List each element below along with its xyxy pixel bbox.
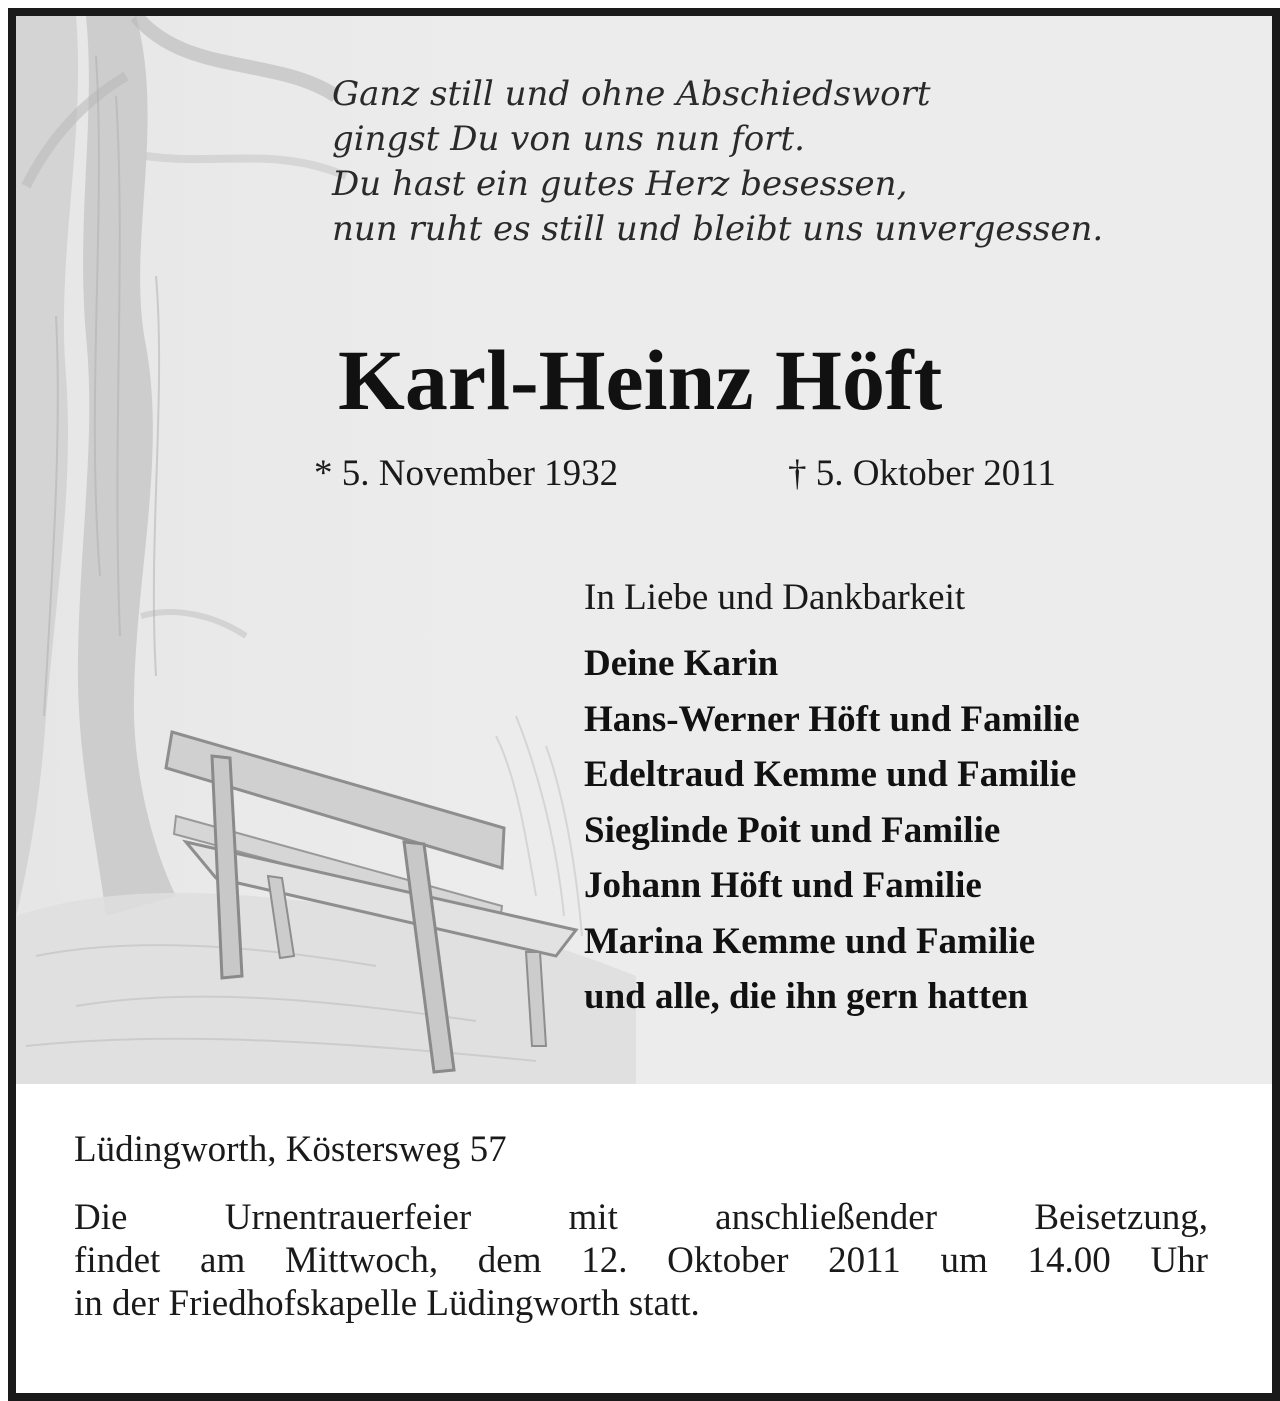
service-line: in der Friedhofskapelle Lüdingworth statt.: [74, 1283, 700, 1324]
obituary-upper-section: [16, 16, 1272, 1084]
mourner-name: und alle, die ihn gern hatten: [584, 976, 1029, 1017]
mourner-name: Deine Karin: [584, 643, 779, 684]
obituary-frame: [8, 8, 1280, 1401]
funeral-service-info: [74, 1196, 1208, 1325]
poem-line: Du hast ein gutes Herz besessen,: [332, 164, 908, 204]
poem-line: Ganz still und ohne Abschiedswort: [332, 74, 931, 114]
mourners-intro: In Liebe und Dankbarkeit: [584, 577, 966, 618]
birth-date: * 5. November 1932: [314, 453, 619, 494]
memorial-poem: [332, 72, 1252, 252]
mourner-name: Johann Höft und Familie: [584, 865, 982, 906]
family-address: Lüdingworth, Köstersweg 57: [74, 1129, 507, 1170]
deceased-name: Karl-Heinz Höft: [338, 332, 943, 428]
death-date: † 5. Oktober 2011: [788, 453, 1056, 494]
mourner-name: Marina Kemme und Familie: [584, 920, 1036, 962]
poem-line: nun ruht es still und bleibt uns unvergessen.: [332, 209, 1104, 249]
obituary-lower-section: [16, 1084, 1272, 1393]
service-line: Die Urnentrauerfeier mit anschließender Beisetzung,: [74, 1197, 1208, 1238]
mourner-name: Hans-Werner Höft und Familie: [584, 698, 1080, 740]
service-line: findet am Mittwoch, dem 12. Oktober 2011 um 14.00 Uhr: [74, 1240, 1208, 1281]
mourner-name: Sieglinde Poit und Familie: [584, 809, 1001, 851]
poem-line: gingst Du von uns nun fort.: [332, 119, 805, 159]
mourner-name: Edeltraud Kemme und Familie: [584, 754, 1077, 795]
mourners-list: [584, 636, 1080, 1025]
